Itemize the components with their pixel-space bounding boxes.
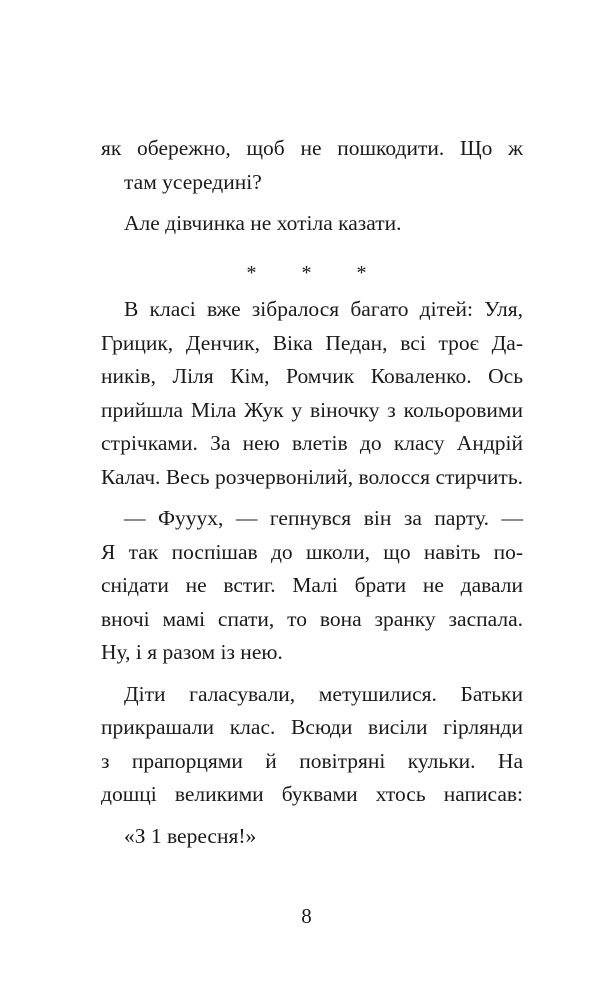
paragraph-line: прийшла Міла Жук у віночку з кольоровими (101, 397, 523, 422)
paragraph-line: Ну, і я разом із нею. (101, 640, 283, 664)
paragraph-line: — Фууух, — гепнувся він за парту. — (124, 506, 523, 530)
paragraph-line: як обережно, щоб не пошкодити. Що ж (101, 136, 523, 160)
paragraph-line: Я так поспішав до школи, що навіть по- (101, 539, 523, 564)
text-block-top (101, 132, 523, 241)
paragraph-line: снідати не встиг. Малі брати не давали (101, 573, 523, 597)
paragraph-line: прикрашали клас. Всюди висіли гірлянди (101, 715, 523, 739)
paragraph-line: там усередині? (124, 169, 262, 194)
paragraph-line: «З 1 вересня!» (124, 823, 257, 848)
paragraph-line: Грицик, Денчик, Віка Педан, всі троє Да- (101, 330, 523, 355)
paragraph-line: ників, Ліля Кім, Ромчик Коваленко. Ось (101, 364, 523, 388)
page-number: 8 (301, 904, 312, 928)
paragraph-line: Але дівчинка не хотіла казати. (124, 211, 402, 235)
section-separator: * * * (246, 262, 387, 284)
paragraph-line: Діти галасували, метушилися. Батьки (124, 681, 523, 706)
paragraph-line: з прапорцями й повітряні кульки. На (101, 748, 523, 773)
paragraph-line: стрічками. За нею влетів до класу Андрій (101, 431, 523, 455)
paragraph-line: вночі мамі спати, то вона зранку заспала. (101, 606, 523, 631)
paragraph-line: дошці великими буквами хтось написав: (101, 782, 523, 806)
text-block-main (101, 293, 523, 853)
paragraph-line: Калач. Весь розчервонілий, волосся стирчить. (101, 464, 523, 489)
paragraph-line: В класі вже зібралося багато дітей: Уля, (124, 297, 523, 321)
